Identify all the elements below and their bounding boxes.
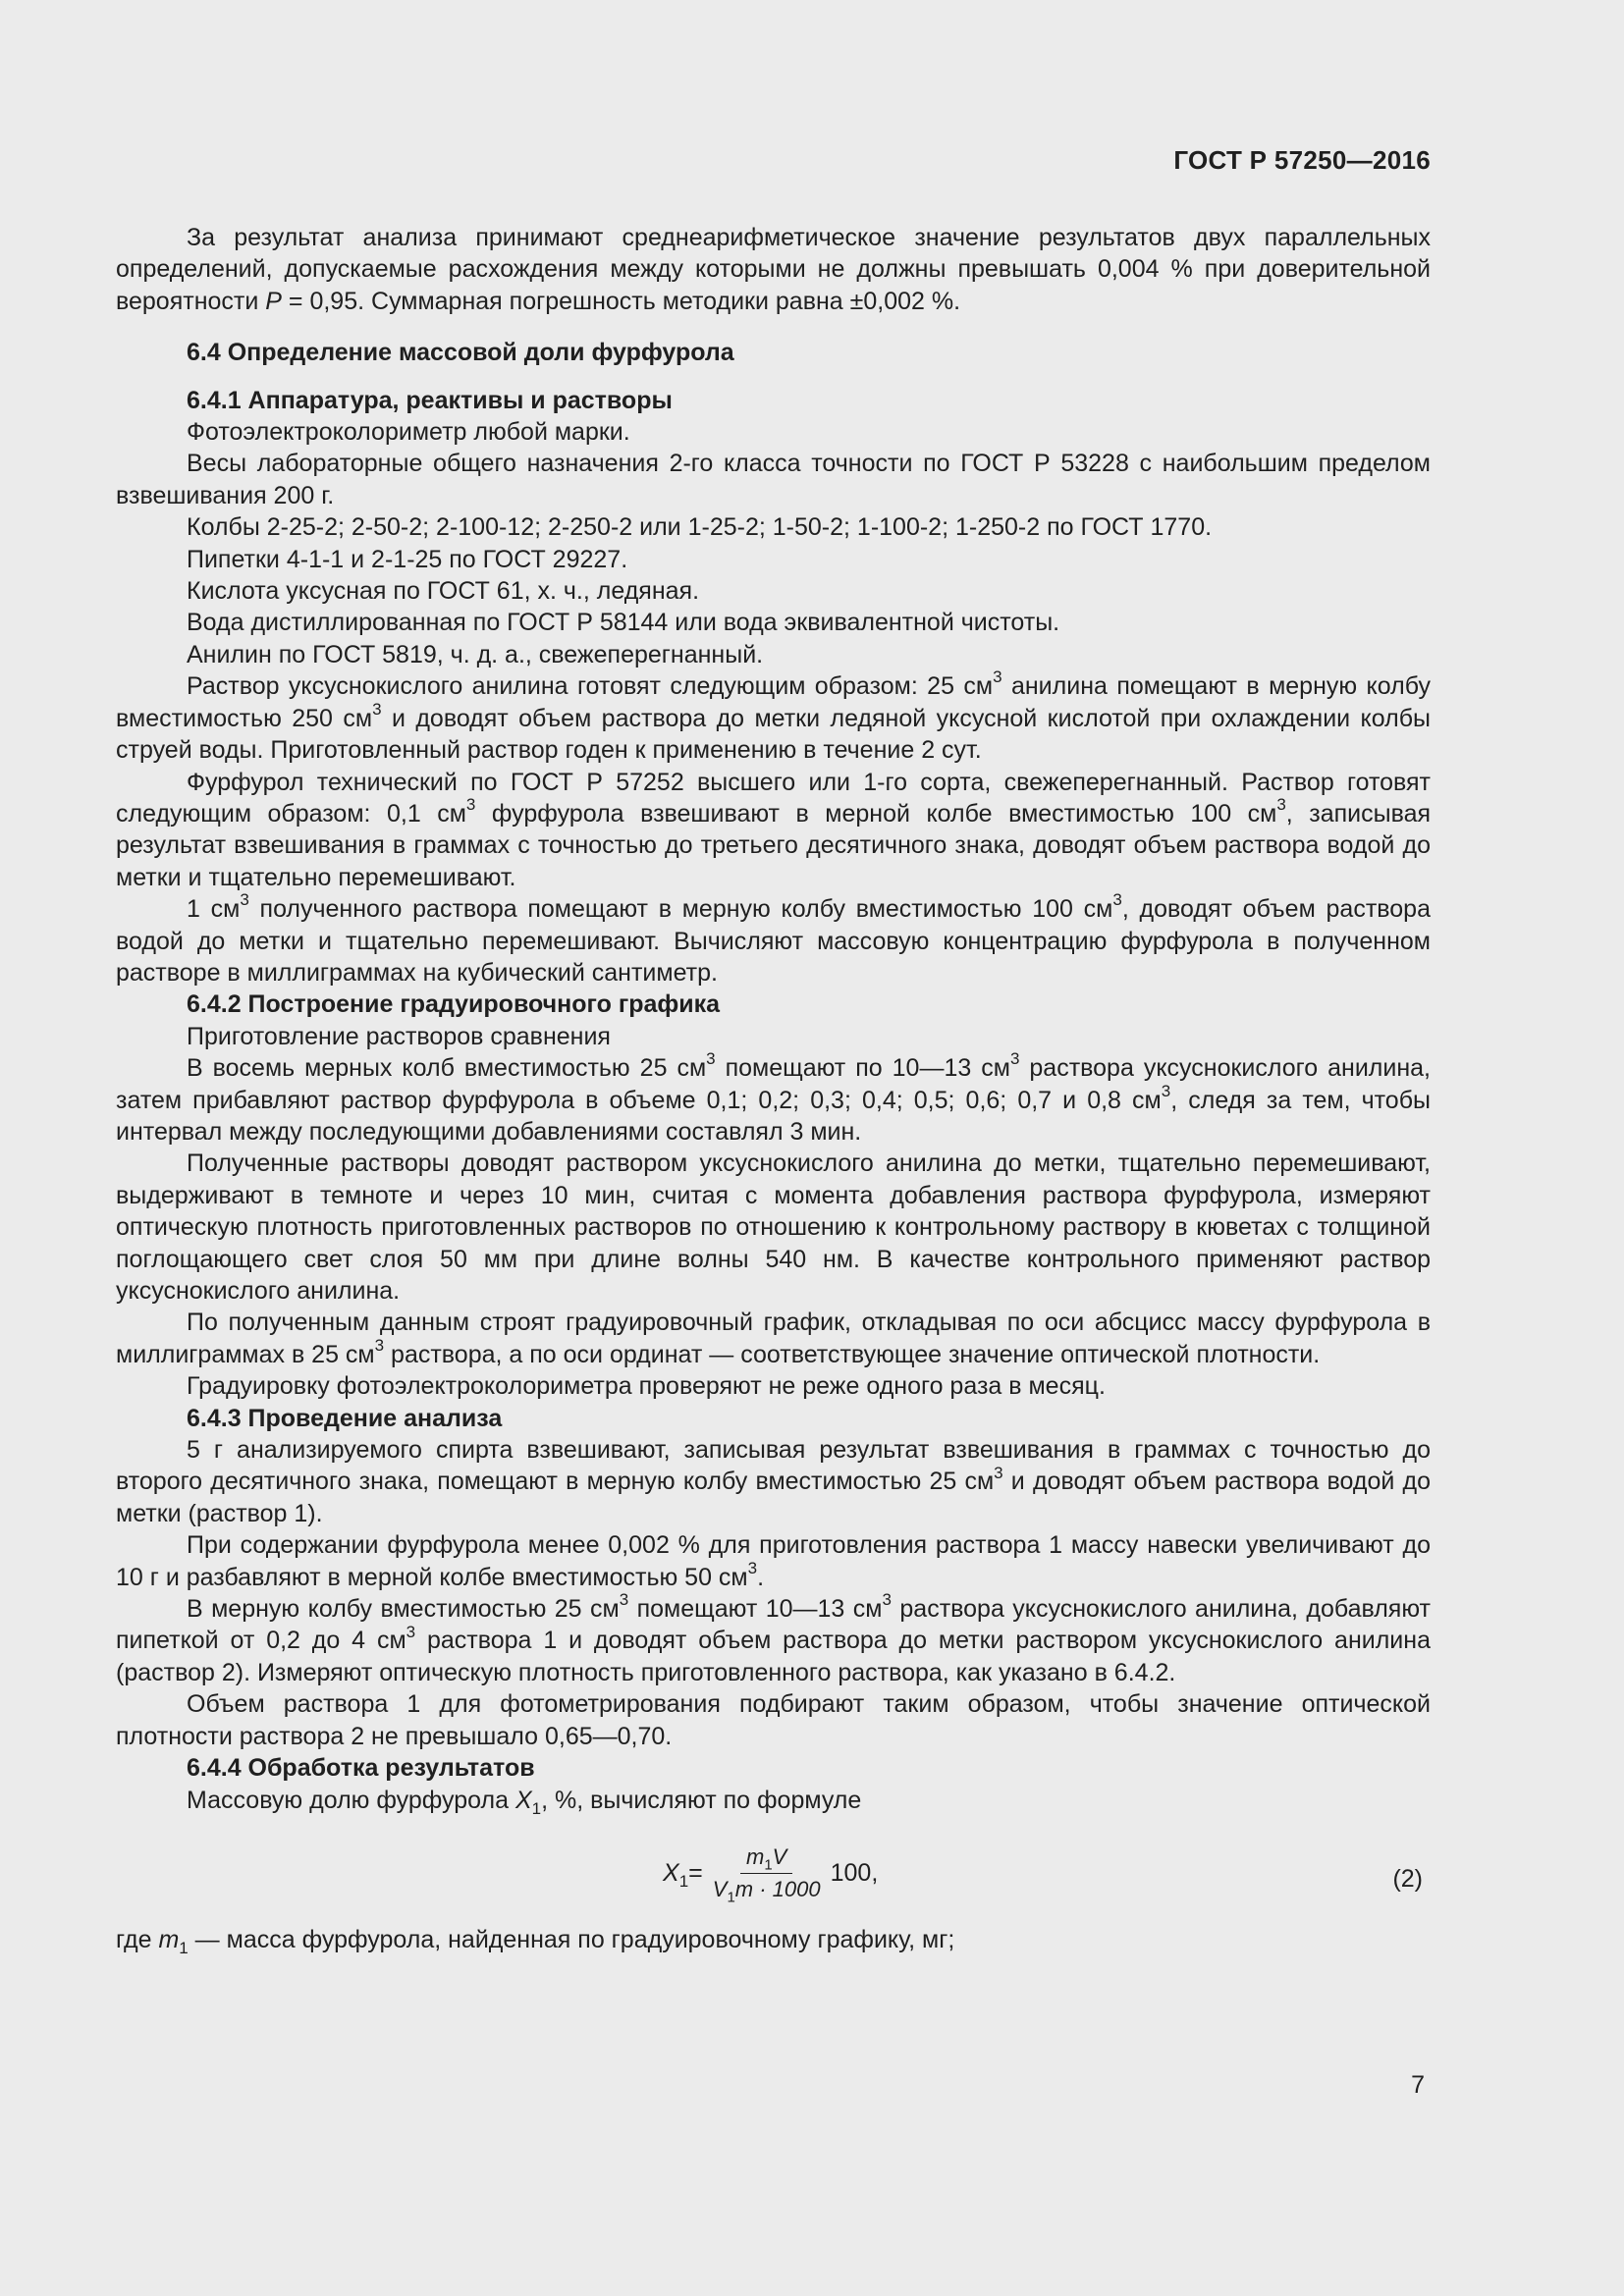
list-item: Кислота уксусная по ГОСТ 61, х. ч., ледяная. (187, 577, 700, 606)
paragraph-analysis-1: 5 г анализируемого спирта взвешивают, записывая результат взвешивания в граммах с точностью до второго десятичного знака, помещают в мерную колбу вместимостью 25 $см^3$ и доводят объем раствора водой до метки (раствор 1). (116, 1436, 1431, 1527)
list-item: Приготовление растворов сравнения (187, 1022, 611, 1050)
paragraph-measurement: Полученные растворы доводят раствором уксуснокислого анилина до метки, тщательно перемешивают, выдерживают в темноте и через 10 мин, считая с момента добавления раствора фурфурола, измеряют оптическую плотность приготовленных растворов по отношению к контрольному раствору в кюветах с толщиной поглощающего свет слоя 50 мм при длине волны 540 нм. В качестве контрольного применяют раствор уксуснокислого анилина. (116, 1149, 1431, 1305)
paragraph-formula-intro: Массовую долю фурфурола $X_1$, %, вычисляют по формуле (187, 1786, 862, 1818)
list-item: Пипетки 4-1-1 и 2-1-25 по ГОСТ 29227. (187, 545, 628, 573)
formula-fraction (707, 1843, 827, 1906)
list-item: Весы лабораторные общего назначения 2-го класса точности по ГОСТ Р 53228 с наибольшим пределом взвешивания 200 г. (116, 450, 1431, 509)
paragraph-analysis-2: При содержании фурфурола менее 0,002 % для приготовления раствора 1 массу навески увеличивают до 10 г и разбавляют в мерной колбе вместимостью 50 $см^3$. (116, 1531, 1431, 1591)
formula-expression (663, 1843, 879, 1906)
paragraph-where: где $m_1$ — масса фурфурола, найденная по градуировочному графику, мг; (116, 1925, 955, 1957)
section-heading-6-4-3: 6.4.3 Проведение анализа (187, 1404, 503, 1432)
formula-factor: 100, (830, 1859, 879, 1888)
formula-equals: = (688, 1859, 703, 1888)
page-number: 7 (1411, 2071, 1425, 2099)
document-header: ГОСТ Р 57250—2016 (1173, 145, 1431, 175)
list-item: Анилин по ГОСТ 5819, ч. д. а., свежеперегнанный. (187, 640, 764, 668)
paragraph-furfural: Фурфурол технический по ГОСТ Р 57252 высшего или 1-го сорта, свежеперегнанный. Раствор готовят следующим образом: 0,1 $см^3$ фурфурола взвешивают в мерной колбе вместимостью 100 $см^3$, записывая результат взвешивания в граммах с точностью до третьего десятичного знака, доводят объем раствора водой до метки и тщательно перемешивают. (116, 768, 1432, 891)
formula-2 (116, 1826, 1431, 1920)
formula-number: (2) (1392, 1864, 1423, 1893)
paragraph-result: За результат анализа принимают среднеарифметическое значение результатов двух параллельных определений, допускаемые расхождения между которыми не должны превышать 0,004 % при доверительной вероятности P = 0,95. Суммарная погрешность методики равна ±0,002 %. (116, 224, 1431, 315)
document-body (116, 222, 1431, 1955)
paragraph-calibration-graph: По полученным данным строят градуировочный график, откладывая по оси абсцисс массу фурфурола в миллиграммах в 25 $см^3$ раствора, а по оси ординат — соответствующее значение оптической плотности. (116, 1308, 1431, 1368)
paragraph-analysis-4: Объем раствора 1 для фотометрирования подбирают таким образом, чтобы значение оптической плотности раствора 2 не превышало 0,65—0,70. (116, 1690, 1431, 1750)
formula-lhs: $X_1$ (663, 1859, 689, 1892)
list-item: Фотоэлектроколориметр любой марки. (187, 418, 630, 447)
list-item: Колбы 2-25-2; 2-50-2; 2-100-12; 2-250-2 или 1-25-2; 1-50-2; 1-100-2; 1-250-2 по ГОСТ 1770. (187, 513, 1213, 542)
list-item: Вода дистиллированная по ГОСТ Р 58144 или вода эквивалентной чистоты. (187, 609, 1060, 637)
section-heading-6-4-1: 6.4.1 Аппаратура, реактивы и растворы (187, 386, 673, 414)
formula-numerator: $m_1V$ (740, 1843, 792, 1874)
section-heading-6-4-4: 6.4.4 Обработка результатов (187, 1754, 535, 1783)
paragraph-aniline-solution: Раствор уксуснокислого анилина готовят следующим образом: 25 $см^3$ анилина помещают в мерную колбу вместимостью 250 $см^3$ и доводят объем раствора до метки ледяной уксусной кислотой при охлаждении колбы струей воды. Приготовленный раствор годен к применению в течение 2 сут. (116, 667, 1431, 765)
paragraph-calibration-check: Градуировку фотоэлектроколориметра проверяют не реже одного раза в месяц. (187, 1372, 1106, 1401)
section-heading-6-4-2: 6.4.2 Построение градуировочного графика (187, 990, 721, 1019)
paragraph-concentration: 1 $см^3$ полученного раствора помещают в мерную колбу вместимостью 100 $см^3$, доводят объем раствора водой до метки и тщательно перемешивают. Вычисляют массовую концентрацию фурфурола в полученном растворе в миллиграммах на кубический сантиметр. (116, 890, 1431, 987)
section-heading-6-4: 6.4 Определение массовой доли фурфурола (187, 339, 734, 367)
paragraph-analysis-3: В мерную колбу вместимостью 25 $см^3$ помещают 10—13 $см^3$ раствора уксуснокислого анилина, добавляют пипеткой от 0,2 до 4 $см^3$ раствора 1 и доводят объем раствора до метки раствором уксуснокислого анилина (раствор 2). Измеряют оптическую плотность приготовленного раствора, как указано в 6.4.2. (116, 1590, 1431, 1686)
paragraph-comparison-solutions: В восемь мерных колб вместимостью 25 $см^3$ помещают по 10—13 $см^3$ раствора уксуснокислого анилина, затем прибавляют раствор фурфурола в объеме 0,1; 0,2; 0,3; 0,4; 0,5; 0,6; 0,7 и 0,8 $см^3$, следя за тем, чтобы интервал между последующими добавлениями составлял 3 мин. (116, 1049, 1432, 1146)
formula-denominator: $V_1m \cdot 1000$ (712, 1876, 821, 1906)
